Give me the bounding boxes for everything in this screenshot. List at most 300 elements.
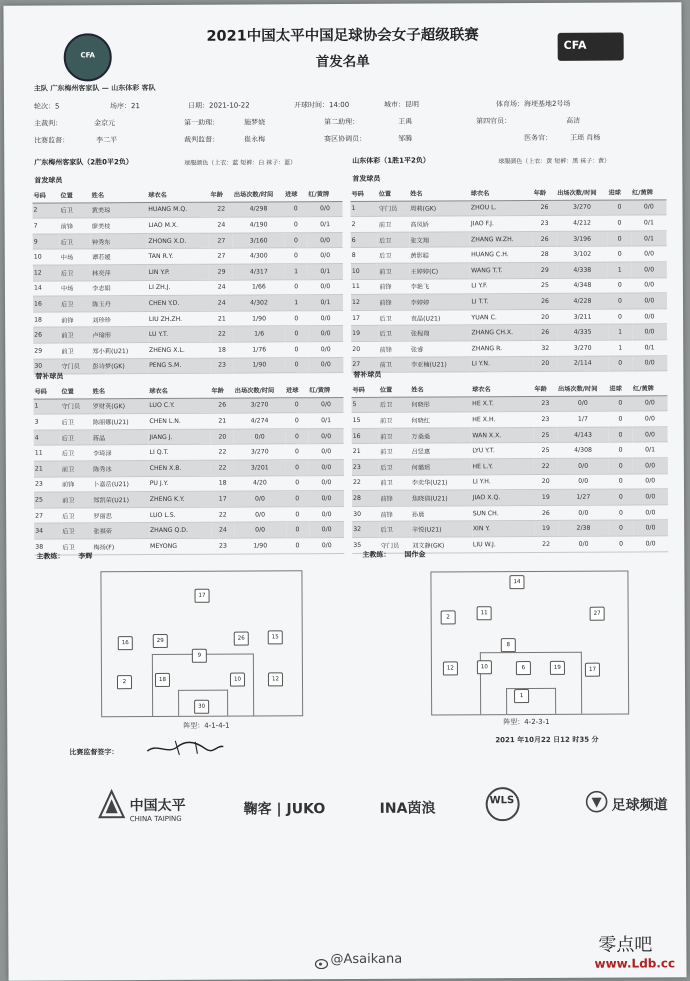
table-cell: 0/0	[308, 248, 343, 264]
away-coach: 国作金	[404, 550, 426, 559]
table-cell: ZHOU L.	[470, 200, 533, 216]
table-cell: 23	[533, 216, 557, 232]
column-header: 姓名	[91, 187, 148, 202]
table-cell: 27	[210, 233, 233, 249]
table-cell: 前锋	[378, 341, 409, 357]
table-cell: 7	[33, 218, 60, 234]
table-cell: 0/0	[632, 309, 667, 325]
table-cell: 32	[352, 522, 379, 538]
table-cell: 0/0	[631, 199, 666, 215]
table-cell: 黄影聪	[409, 247, 470, 263]
round: 轮次：5	[33, 102, 60, 111]
table-cell: 罗财英(GK)	[92, 398, 149, 414]
table-cell: LIAO M.X.	[147, 217, 209, 233]
table-cell: 0	[609, 458, 633, 474]
sponsor-football-channel: 足球频道	[611, 797, 668, 814]
table-cell: 1	[608, 262, 632, 278]
table-cell: 0	[608, 215, 632, 231]
home-team-name: 广东梅州客家队（2胜0平2负）	[34, 158, 133, 167]
player-shirt-icon: 9	[192, 649, 207, 663]
home-coach: 李辉	[78, 552, 93, 561]
table-cell: LIN Y.P.	[148, 264, 210, 280]
table-cell: 前卫	[379, 428, 411, 444]
table-cell: 前卫	[60, 343, 91, 359]
table-cell: 0	[284, 248, 307, 264]
table-cell: 0/0	[308, 279, 343, 295]
table-cell: 陈秀冰	[92, 460, 149, 476]
column-header: 姓名	[92, 383, 149, 398]
home-starters-table	[32, 186, 343, 375]
table-cell: 30	[352, 506, 379, 522]
table-cell: 0/0	[309, 491, 344, 507]
table-cell: CHEN Y.D.	[148, 295, 210, 311]
table-cell: LI Y.H.	[472, 474, 534, 490]
table-cell: 后卫	[61, 414, 92, 430]
player-shirt-icon: 15	[268, 630, 283, 644]
table-cell: 26	[533, 325, 557, 341]
table-cell: 0/0	[632, 427, 668, 443]
table-cell: 前卫	[60, 327, 91, 343]
table-cell: 3/270	[556, 200, 608, 216]
table-cell: 李志娟	[91, 280, 148, 296]
sponsor-inalang: INA茵浪	[379, 800, 436, 817]
table-cell: 35	[352, 537, 379, 553]
column-header: 年龄	[210, 383, 233, 398]
table-row	[352, 395, 668, 412]
table-cell: 26	[533, 294, 557, 310]
table-row	[34, 428, 344, 445]
table-cell: 3/201	[234, 460, 285, 476]
china-taiping-icon	[98, 789, 126, 819]
table-cell: 29	[533, 262, 557, 278]
table-cell: 后卫	[378, 326, 409, 342]
table-cell: 27	[210, 248, 233, 264]
player-shirt-icon: 11	[477, 606, 492, 620]
column-header: 球衣名	[147, 187, 209, 202]
table-cell: LU Y.T.	[148, 327, 210, 343]
table-row	[32, 201, 342, 218]
table-cell: 23	[534, 412, 558, 428]
player-shirt-icon: 16	[118, 636, 133, 650]
table-cell: 0	[285, 342, 308, 358]
column-header: 位置	[59, 187, 90, 202]
table-cell: 5	[352, 397, 379, 413]
referee-assessor-label: 裁判监督：	[184, 135, 220, 144]
table-row	[351, 340, 667, 357]
table-cell: 27	[34, 508, 61, 524]
match-date: 日期：2021-10-22	[187, 101, 250, 110]
table-cell: 1	[350, 201, 377, 217]
table-cell: 卢瑜形	[91, 327, 148, 343]
table-cell: 0/0	[308, 232, 343, 248]
table-cell: 9	[33, 234, 60, 250]
referee: 金京元	[94, 119, 116, 128]
table-cell: 0/0	[632, 355, 667, 371]
table-cell: 4/348	[557, 278, 609, 294]
column-header: 年龄	[209, 187, 232, 202]
table-row	[33, 248, 343, 265]
table-cell: 前卫	[379, 444, 411, 460]
table-cell: 前锋	[379, 506, 411, 522]
table-cell: 20	[211, 429, 234, 445]
supervisor-signature	[145, 737, 225, 759]
table-row	[33, 232, 343, 249]
weibo-watermark: @Asaikana	[330, 951, 403, 968]
column-header: 红/黄牌	[632, 380, 668, 395]
table-cell: 22	[211, 507, 234, 523]
table-cell: LUO L.S.	[149, 507, 211, 523]
team-sheet	[3, 2, 686, 981]
table-cell: MEYONG	[149, 538, 211, 554]
table-row	[352, 536, 668, 553]
table-cell: 0/0	[308, 357, 343, 373]
table-cell: 26	[534, 505, 558, 521]
signature-label: 比赛监督签字：	[69, 748, 119, 757]
table-cell: 17	[351, 310, 378, 326]
supervisor: 李二平	[96, 136, 118, 145]
table-cell: 26	[211, 398, 234, 414]
table-row	[352, 505, 668, 522]
table-cell: 李亚楠(U21)	[410, 356, 471, 372]
table-cell: 陈玉丹	[91, 296, 148, 312]
table-cell: 后卫	[61, 539, 92, 555]
table-cell: 8	[351, 248, 378, 264]
player-shirt-icon: 1	[514, 689, 529, 703]
table-cell: 0	[609, 536, 633, 552]
column-header: 号码	[33, 383, 60, 398]
table-cell: 0	[609, 489, 633, 505]
table-cell: 38	[34, 539, 61, 555]
player-shirt-icon: 10	[477, 660, 492, 674]
table-cell: 3/196	[556, 231, 608, 247]
table-cell: ZHENG X.L.	[148, 342, 210, 358]
table-cell: 29	[210, 264, 233, 280]
table-row	[352, 411, 668, 428]
table-cell: 0	[285, 475, 308, 491]
timestamp: 2021 年10月22 日12 时35 分	[495, 735, 599, 745]
table-row	[351, 309, 667, 326]
table-cell: 1	[285, 295, 308, 311]
table-cell: 28	[352, 490, 379, 506]
column-header: 进球	[608, 380, 632, 395]
table-cell: 守门员	[60, 358, 91, 374]
table-cell: 0	[609, 474, 633, 490]
table-cell: 守门员	[378, 201, 409, 217]
table-cell: 4/300	[233, 248, 284, 264]
table-cell: 何璐瑶	[411, 459, 472, 475]
table-cell: 3/270	[234, 397, 285, 413]
player-shirt-icon: 12	[268, 672, 283, 686]
table-cell: 12	[351, 294, 378, 310]
table-cell: 0/0	[633, 489, 669, 505]
page-title: 2021中国太平中国足球协会女子超级联赛	[206, 27, 479, 45]
assistant2: 王禹	[398, 117, 413, 126]
table-cell: 0/1	[308, 413, 343, 429]
table-cell: 4/338	[557, 262, 609, 278]
table-cell: 王婷婷(C)	[409, 263, 470, 279]
player-shirt-icon: 14	[509, 575, 524, 589]
table-cell: 0/0	[557, 458, 609, 474]
table-cell: 1/76	[234, 342, 285, 358]
table-row	[351, 293, 667, 310]
medical-officer: 王瑶 肖杨	[570, 133, 601, 142]
table-cell: 后卫	[378, 310, 409, 326]
table-cell: HUANG C.H.	[470, 247, 533, 263]
table-row	[34, 522, 344, 539]
table-row	[34, 459, 344, 476]
table-cell: 0	[608, 309, 632, 325]
table-cell: LI Q.T.	[148, 445, 210, 461]
table-cell: 罗丽思	[92, 507, 149, 523]
player-shirt-icon: 10	[230, 673, 245, 687]
table-cell: 0/0	[309, 522, 344, 538]
table-cell: 10	[351, 263, 378, 279]
table-row	[34, 506, 344, 523]
column-header: 姓名	[410, 381, 471, 396]
table-cell: 后卫	[61, 508, 92, 524]
away-subs-table	[351, 380, 668, 553]
sponsor-china-taiping: 中国太平	[129, 797, 186, 815]
table-cell: 0	[608, 293, 632, 309]
table-cell: 10	[33, 249, 60, 265]
table-cell: JIAO X.Q.	[472, 490, 534, 506]
column-header: 年龄	[533, 185, 557, 200]
table-cell: 前锋	[61, 476, 92, 492]
table-cell: 3/270	[557, 340, 609, 356]
home-starters-label: 首发球员	[34, 176, 63, 185]
table-cell: 0/0	[234, 491, 285, 507]
table-cell: 16	[352, 428, 379, 444]
table-cell: 3/270	[234, 444, 285, 460]
table-cell: 梅扬(F)	[92, 538, 149, 554]
table-cell: 0	[609, 396, 633, 412]
table-cell: 黄美琼	[91, 202, 148, 218]
table-cell: 28	[533, 247, 557, 263]
table-cell: 22	[534, 458, 558, 474]
table-cell: 钟秀东	[91, 233, 148, 249]
table-cell: 0/0	[632, 277, 667, 293]
player-shirt-icon: 2	[441, 610, 456, 624]
sponsor-wls: WLS	[489, 795, 515, 807]
table-cell: 0/0	[631, 262, 666, 278]
table-cell: 22	[211, 460, 234, 476]
table-cell: LUO C.Y.	[148, 398, 210, 414]
referee-assessor: 崔永梅	[244, 135, 266, 144]
page-subtitle: 首发名单	[315, 53, 370, 71]
table-cell: 1/7	[557, 411, 609, 427]
site-url-watermark: www.Ldb.cc	[594, 956, 676, 971]
table-cell: 0	[285, 357, 308, 373]
table-cell: CHEN L.N.	[148, 413, 210, 429]
table-cell: 万桑桑	[410, 428, 471, 444]
table-cell: 23	[534, 396, 558, 412]
table-cell: 4/190	[233, 217, 284, 233]
table-cell: 0/0	[308, 341, 343, 357]
table-cell: 25	[533, 278, 557, 294]
table-cell: 守门员	[61, 398, 92, 414]
table-cell: 4/212	[556, 215, 608, 231]
table-row	[352, 489, 668, 506]
table-cell: 16	[33, 296, 60, 312]
table-cell: 0	[609, 505, 633, 521]
table-cell: 22	[210, 326, 233, 342]
table-cell: 14	[33, 281, 60, 297]
table-row	[33, 357, 343, 374]
sponsor-china-taiping-en: CHINA TAIPING	[129, 814, 182, 824]
table-cell: 1/27	[558, 489, 610, 505]
table-row	[350, 199, 666, 216]
column-header: 位置	[378, 186, 409, 201]
table-cell: 蒋晶	[92, 429, 149, 445]
table-cell: 后卫	[61, 430, 92, 446]
table-cell: 19	[534, 521, 558, 537]
table-cell: 19	[351, 326, 378, 342]
assistant1: 施梦娆	[244, 118, 266, 127]
table-cell: 1/90	[233, 311, 284, 327]
table-row	[351, 324, 667, 341]
table-cell: 0/0	[558, 505, 610, 521]
column-header: 进球	[285, 382, 308, 397]
city: 城市：昆明	[383, 100, 419, 109]
away-subs-label: 替补球员	[353, 370, 382, 379]
table-cell: 0/0	[308, 310, 343, 326]
table-cell: 前卫	[378, 263, 409, 279]
table-cell: 0	[285, 428, 308, 444]
table-row	[351, 277, 667, 294]
table-cell: 后卫	[61, 523, 92, 539]
supervisor-label: 比赛监督：	[34, 136, 70, 145]
table-cell: 前卫	[379, 357, 410, 373]
table-cell: LI T.T.	[470, 294, 533, 310]
player-shirt-icon: 8	[501, 638, 516, 652]
table-cell: 前锋	[378, 279, 409, 295]
table-cell: 后卫	[378, 232, 409, 248]
table-cell: 2	[32, 203, 59, 219]
home-kit-colors: 球服颜色（上衣：蓝 短裤：白 袜子：蓝）	[184, 159, 297, 167]
table-cell: ZHENG K.Y.	[149, 491, 211, 507]
table-cell: 21	[34, 461, 61, 477]
site-watermark: 零点吧	[598, 934, 653, 956]
table-cell: LI Y.N.	[471, 356, 534, 372]
table-cell: 李琦渌	[92, 445, 149, 461]
table-cell: 1	[34, 399, 61, 415]
table-cell: 18	[210, 342, 233, 358]
table-cell: 何晓红	[410, 412, 471, 428]
column-header: 出场次数/时间	[233, 186, 284, 201]
table-cell: HE X.H.	[471, 412, 533, 428]
table-cell: LYU Y.T.	[471, 443, 533, 459]
table-cell: 21	[210, 311, 233, 327]
table-cell: 0/0	[309, 444, 344, 460]
column-header: 球衣名	[148, 383, 210, 398]
table-cell: 0/1	[632, 442, 668, 458]
table-cell: 张祺帝	[92, 523, 149, 539]
table-cell: 24	[210, 295, 233, 311]
table-cell: 0/0	[631, 246, 666, 262]
table-cell: 0	[286, 538, 309, 554]
table-cell: 后卫	[379, 459, 411, 475]
referee-label: 主裁判：	[34, 119, 63, 128]
table-cell: JIAO F.J.	[470, 216, 533, 232]
table-cell: 22	[211, 444, 234, 460]
table-cell: 李艳飞	[410, 278, 471, 294]
table-cell: 陈丽娜(U21)	[92, 414, 149, 430]
player-shirt-icon: 17	[195, 589, 210, 603]
table-cell: 前卫	[379, 475, 411, 491]
table-cell: 0	[608, 231, 632, 247]
table-cell: XIN Y.	[472, 521, 534, 537]
table-cell: 0/1	[631, 215, 666, 231]
table-cell: JIANG J.	[148, 429, 210, 445]
table-cell: ZHANG CH.X.	[470, 325, 533, 341]
table-cell: 4/20	[234, 475, 285, 491]
table-cell: 张睿	[410, 341, 471, 357]
table-cell: 27	[351, 357, 378, 373]
table-cell: 0/0	[309, 506, 344, 522]
match-no: 场序：21	[109, 102, 140, 111]
table-cell: 0/0	[633, 505, 669, 521]
table-cell: 4/228	[557, 293, 609, 309]
table-cell: 0/0	[309, 537, 344, 553]
table-cell: 0/0	[234, 522, 285, 538]
table-cell: 11	[351, 279, 378, 295]
table-cell: 周莉(GK)	[409, 200, 470, 216]
home-subs-label: 替补球员	[35, 372, 64, 381]
table-cell: ZHONG X.D.	[147, 233, 209, 249]
match-teams: 主队 广东梅州客家队 — 山东体彩 客队	[33, 83, 156, 93]
table-cell: 24	[210, 280, 233, 296]
table-cell: 0	[285, 326, 308, 342]
home-coach-label: 主教练：	[36, 552, 65, 561]
table-cell: 26	[33, 327, 60, 343]
table-cell: 0	[285, 310, 308, 326]
table-cell: 张文翔	[409, 232, 470, 248]
table-cell: CHEN X.B.	[149, 460, 211, 476]
table-cell: 0/0	[557, 396, 609, 412]
column-header: 年龄	[533, 381, 557, 396]
table-cell: 林奕萍	[91, 264, 148, 280]
column-header: 号码	[351, 382, 378, 397]
table-cell: 12	[33, 265, 60, 281]
table-cell: 张程翔	[410, 325, 471, 341]
table-cell: 高凤娇	[409, 216, 470, 232]
table-cell: 20	[534, 474, 558, 490]
table-cell: 0/0	[234, 429, 285, 445]
table-cell: 前卫	[61, 492, 92, 508]
table-cell: 后卫	[59, 202, 90, 218]
table-cell: 0/0	[234, 507, 285, 523]
fourth-official-label: 第四官员：	[476, 117, 512, 126]
column-header: 出场次数/时间	[556, 185, 608, 200]
player-shirt-icon: 27	[590, 607, 605, 621]
table-cell: 前锋	[379, 490, 411, 506]
player-shirt-icon: 19	[550, 661, 565, 675]
table-cell: 0/0	[633, 520, 669, 536]
table-cell: 0	[609, 411, 633, 427]
table-cell: 34	[34, 523, 61, 539]
table-cell: 21	[211, 413, 234, 429]
table-cell: 0/0	[309, 475, 344, 491]
table-cell: 彭诗梦(GK)	[91, 358, 148, 374]
table-cell: SUN CH.	[472, 505, 534, 521]
table-row	[33, 326, 343, 343]
assistant1-label: 第一助理：	[184, 118, 220, 127]
table-row	[33, 217, 343, 234]
table-cell: 2/114	[557, 356, 609, 372]
away-formation-pitch	[430, 571, 629, 716]
table-cell: 前卫	[378, 216, 409, 232]
table-cell: 前卫	[61, 461, 92, 477]
